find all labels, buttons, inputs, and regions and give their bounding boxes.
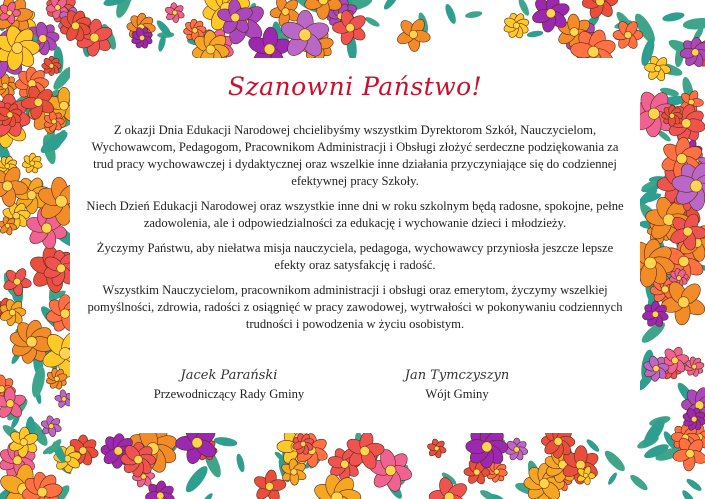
flower-icon [164,2,185,23]
leaf-icon [443,3,458,25]
leaf-icon [235,453,246,473]
leaf-icon [465,10,483,19]
signature-name: Jacek Parański [180,368,278,383]
paragraph: Życzymy Państwu, aby niełatwa misja nauczyciela, pedagoga, wychowawcy przyniosła jeszcze lepsze efekty oraz satysfakcję i radość. [96,241,614,272]
signature-role: Wójt Gminy [425,387,489,401]
leaf-icon [526,30,543,38]
paragraph: Niech Dzień Edukacji Narodowej oraz wszystkie inne dni w roku szkolnym będą radosne, spokojne, pełne zadowolenia, ale i odpowiedzialności za edukację i wychowanie dzieci i młodzieży. [86,199,624,230]
leaf-icon [685,477,703,493]
flower-icon [505,438,529,461]
leaf-icon [201,492,214,499]
leaf-icon [680,488,697,499]
leaf-icon [607,471,619,486]
leaf-icon [585,438,601,454]
letter-body [84,122,626,341]
flower-icon [661,105,682,126]
letter-card [70,58,640,433]
signature-role: Przewodniczący Rady Gminy [153,387,305,401]
signature-left [119,368,339,402]
leaf-icon [213,436,238,448]
paragraph: Z okazji Dnia Edukacji Narodowej chcielibyśmy wszystkim Dyrektorom Szkół, Nauczycielom, Wychowawcom, Pedagogom, Pracownikom Administracji i Obsługi złożyć serdeczne podziękowania za trud pracy wychowawczej i dydaktycznej oraz wszelkie inne działania przyczyniające się do codziennej efektywnej pracy Szkoły. [91,123,619,188]
leaf-icon [628,473,650,493]
leaf-icon [182,463,211,495]
flower-icon [503,12,530,39]
leaf-icon [364,15,381,28]
leaf-icon [602,448,628,474]
flower-icon [429,476,470,499]
paragraph: Wszystkim Nauczycielom, pracownikom administracji i obsługi oraz emerytom, życzymy wszelkiej pomyślności, zdrowia, radości z osiągnięć w pracy zawodowej, wytrwałości w pokonywaniu codziennych trudności i powodzenia w życiu osobistym. [87,283,623,331]
flower-icon [2,267,32,297]
leaf-icon [30,365,48,398]
letter-title: Szanowni Państwo! [227,72,483,101]
signature-right [347,368,567,402]
leaf-icon [662,11,686,23]
flower-icon [427,438,447,458]
flower-icon [42,56,61,75]
flower-icon [120,442,155,477]
signature-name: Jan Tymczyszyn [404,368,510,383]
flower-icon [582,0,619,20]
leaf-icon [382,0,400,11]
flower-icon [22,153,43,174]
